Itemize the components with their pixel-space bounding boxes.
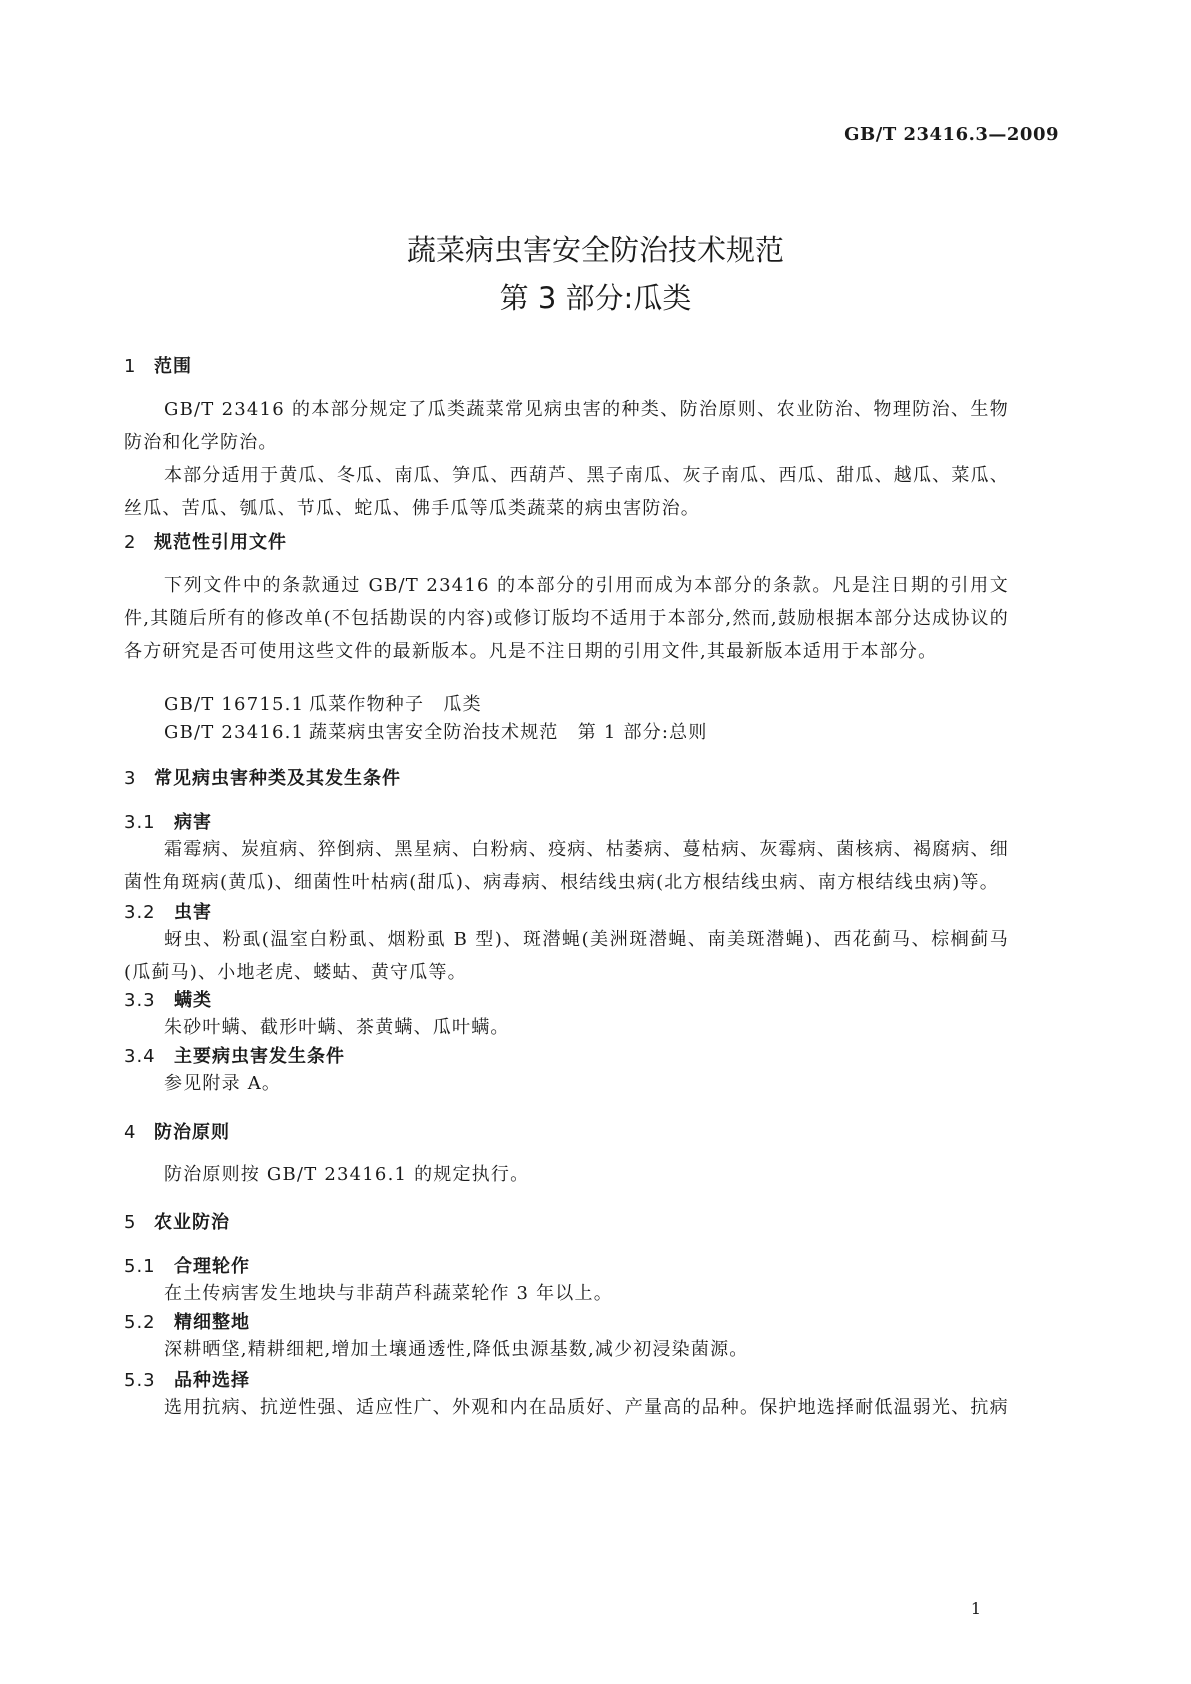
section-4-text: 防治原则按 GB/T 23416.1 的规定执行。 (164, 1164, 530, 1185)
subsection-number: 3.2 (124, 902, 156, 923)
section-number: 5 (124, 1212, 137, 1233)
section-title: 规范性引用文件 (154, 532, 287, 553)
subsection-number: 5.1 (124, 1256, 156, 1277)
subsection-title: 螨类 (174, 990, 212, 1011)
subsection-3-4-text: 参见附录 A。 (164, 1073, 282, 1094)
section-number: 4 (124, 1122, 137, 1143)
subsection-3-1-heading (124, 808, 212, 834)
subsection-number: 5.2 (124, 1312, 156, 1333)
subsection-5-3-text: 选用抗病、抗逆性强、适应性广、外观和内在品质好、产量高的品种。保护地选择耐低温弱光、抗病 (164, 1397, 1009, 1418)
subsection-number: 5.3 (124, 1370, 156, 1391)
subsection-3-4-heading (124, 1042, 345, 1068)
reference-title: 蔬菜病虫害安全防治技术规范 第 1 部分:总则 (309, 722, 708, 743)
section-number: 1 (124, 356, 137, 377)
standard-number: GB/T 23416.3—2009 (844, 124, 1059, 145)
subsection-title: 主要病虫害发生条件 (174, 1046, 345, 1067)
subsection-title: 精细整地 (174, 1312, 250, 1333)
section-number: 3 (124, 768, 137, 789)
subsection-5-1-text: 在土传病害发生地块与非葫芦科蔬菜轮作 3 年以上。 (164, 1283, 613, 1304)
subsection-5-1-heading (124, 1252, 250, 1278)
section-1-heading (124, 352, 192, 378)
section-2-paragraph-1: 下列文件中的条款通过 GB/T 23416 的本部分的引用而成为本部分的条款。凡是注日期的引用文件,其随后所有的修改单(不包括勘误的内容)或修订版均不适用于本部分,然而,鼓励根据本部分达成协议的各方研究是否可使用这些文件的最新版本。凡是不注日期的引用文件,其最新版本适用于本部分。 (124, 575, 1009, 662)
subsection-title: 虫害 (174, 902, 212, 923)
subsection-number: 3.4 (124, 1046, 156, 1067)
section-3-heading (124, 764, 401, 790)
section-4-heading (124, 1118, 230, 1144)
section-1-paragraph-2: 本部分适用于黄瓜、冬瓜、南瓜、笋瓜、西葫芦、黑子南瓜、灰子南瓜、西瓜、甜瓜、越瓜、菜瓜、丝瓜、苦瓜、瓠瓜、节瓜、蛇瓜、佛手瓜等瓜类蔬菜的病虫害防治。 (124, 465, 1009, 519)
section-number: 2 (124, 532, 137, 553)
subsection-3-2-text: 蚜虫、粉虱(温室白粉虱、烟粉虱 B 型)、斑潜蝇(美洲斑潜蝇、南美斑潜蝇)、西花蓟马、棕榈蓟马(瓜蓟马)、小地老虎、蝼蛄、黄守瓜等。 (124, 929, 1009, 983)
section-2-heading (124, 528, 287, 554)
reference-code: GB/T 23416.1 (164, 722, 305, 743)
document-subtitle: 第 3 部分:瓜类 (499, 281, 692, 315)
subsection-title: 病害 (174, 812, 212, 833)
title-block (0, 230, 1191, 318)
subsection-3-1-text: 霜霉病、炭疽病、猝倒病、黑星病、白粉病、疫病、枯萎病、蔓枯病、灰霉病、菌核病、褐腐病、细菌性角斑病(黄瓜)、细菌性叶枯病(甜瓜)、病毒病、根结线虫病(北方根结线虫病、南方根结线虫病)等。 (124, 839, 1009, 893)
reference-title: 瓜菜作物种子 瓜类 (309, 694, 482, 715)
subsection-3-3-heading (124, 986, 212, 1012)
subsection-title: 合理轮作 (174, 1256, 250, 1277)
section-5-heading (124, 1208, 230, 1234)
section-1-paragraph-1: GB/T 23416 的本部分规定了瓜类蔬菜常见病虫害的种类、防治原则、农业防治、物理防治、生物防治和化学防治。 (124, 399, 1009, 453)
subsection-number: 3.1 (124, 812, 156, 833)
subsection-3-2-heading (124, 898, 212, 924)
subsection-5-2-text: 深耕晒垡,精耕细耙,增加土壤通透性,降低虫源基数,减少初浸染菌源。 (164, 1339, 749, 1360)
subsection-title: 品种选择 (174, 1370, 250, 1391)
subsection-number: 3.3 (124, 990, 156, 1011)
subsection-3-3-text: 朱砂叶螨、截形叶螨、茶黄螨、瓜叶螨。 (164, 1017, 510, 1038)
section-title: 农业防治 (154, 1212, 230, 1233)
section-title: 常见病虫害种类及其发生条件 (154, 768, 401, 789)
section-title: 防治原则 (154, 1122, 230, 1143)
normative-reference-2 (164, 716, 708, 749)
reference-code: GB/T 16715.1 (164, 694, 305, 715)
document-title: 蔬菜病虫害安全防治技术规范 (406, 233, 784, 267)
section-title: 范围 (154, 356, 192, 377)
subsection-5-3-heading (124, 1366, 250, 1392)
page-number: 1 (970, 1599, 981, 1618)
subsection-5-2-heading (124, 1308, 250, 1334)
